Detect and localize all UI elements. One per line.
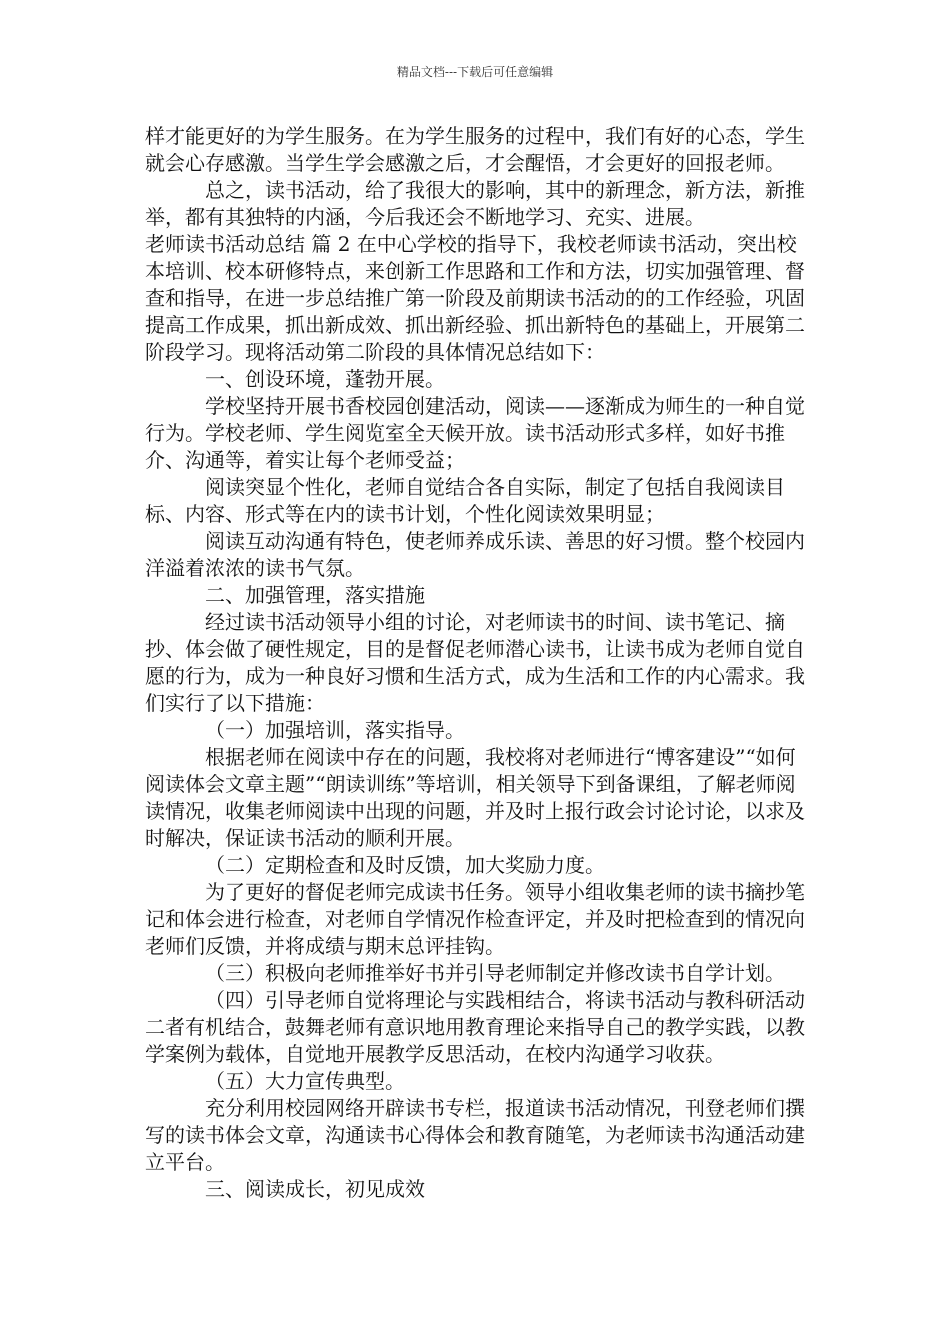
paragraph: 阅读互动沟通有特色，使老师养成乐读、善思的好习惯。整个校园内洋溢着浓浓的读书气氛。 [145, 529, 805, 580]
subsection-heading: （四）引导老师自觉将理论与实践相结合，将读书活动与教科研活动二者有机结合，鼓舞老师有意识地用教育理论来指导自己的教学实践，以教学案例为载体，自觉地开展教学反思活动，在校内沟通学习收获。 [145, 988, 805, 1066]
subsection-heading: （二）定期检查和及时反馈，加大奖励力度。 [205, 853, 605, 877]
section-heading: 二、加强管理，落实措施 [205, 583, 425, 607]
paragraph: 样才能更好的为学生服务。在为学生服务的过程中，我们有好的心态，学生就会心存感激。当学生学会感激之后，才会醒悟，才会更好的回报老师。 [145, 124, 805, 175]
paragraph: 老师读书活动总结 篇 2 在中心学校的指导下，我校老师读书活动，突出校本培训、校本研修特点，来创新工作思路和工作和方法，切实加强管理、督查和指导，在进一步总结推广第一阶段及前期读书活动的的工作经验，巩固提高工作成果，抓出新成效、抓出新经验、抓出新特色的基础上，开展第二阶段学习。现将活动第二阶段的具体情况总结如下： [145, 232, 805, 364]
paragraph: 根据老师在阅读中存在的问题，我校将对老师进行“博客建设”“如何阅读体会文章主题”“朗读训练”等培训，相关领导下到备课组，了解老师阅读情况，收集老师阅读中出现的问题，并及时上报行政会讨论讨论，以求及时解决，保证读书活动的顺利开展。 [145, 745, 805, 850]
subsection-heading: （一）加强培训，落实指导。 [205, 718, 465, 742]
section-heading: 三、阅读成长，初见成效 [205, 1177, 425, 1201]
page-header: 精品文档---下载后可任意编辑 [396, 65, 554, 79]
paragraph: 学校坚持开展书香校园创建活动，阅读——逐渐成为师生的一种自觉行为。学校老师、学生阅览室全天候开放。读书活动形式多样，如好书推介、沟通等，着实让每个老师受益； [145, 394, 805, 472]
paragraph: 总之，读书活动，给了我很大的影响，其中的新理念，新方法，新推举，都有其独特的内涵，今后我还会不断地学习、充实、进展。 [145, 178, 805, 229]
section-heading: 一、创设环境，蓬勃开展。 [205, 367, 445, 391]
subsection-heading: （三）积极向老师推举好书并引导老师制定并修改读书自学计划。 [205, 961, 785, 985]
paragraph: 阅读突显个性化，老师自觉结合各自实际，制定了包括自我阅读目标、内容、形式等在内的读书计划，个性化阅读效果明显； [145, 475, 785, 526]
paragraph: 充分利用校园网络开辟读书专栏，报道读书活动情况，刊登老师们撰写的读书体会文章，沟通读书心得体会和教育随笔，为老师读书沟通活动建立平台。 [145, 1096, 805, 1174]
paragraph: 为了更好的督促老师完成读书任务。领导小组收集老师的读书摘抄笔记和体会进行检查，对老师自学情况作检查评定，并及时把检查到的情况向老师们反馈，并将成绩与期末总评挂钩。 [145, 880, 805, 958]
paragraph: 经过读书活动领导小组的讨论，对老师读书的时间、读书笔记、摘抄、体会做了硬性规定，目的是督促老师潜心读书，让读书成为老师自觉自愿的行为，成为一种良好习惯和生活方式，成为生活和工作的内心需求。我们实行了以下措施： [145, 610, 805, 715]
document-body [145, 123, 811, 1203]
subsection-heading: （五）大力宣传典型。 [205, 1069, 405, 1093]
